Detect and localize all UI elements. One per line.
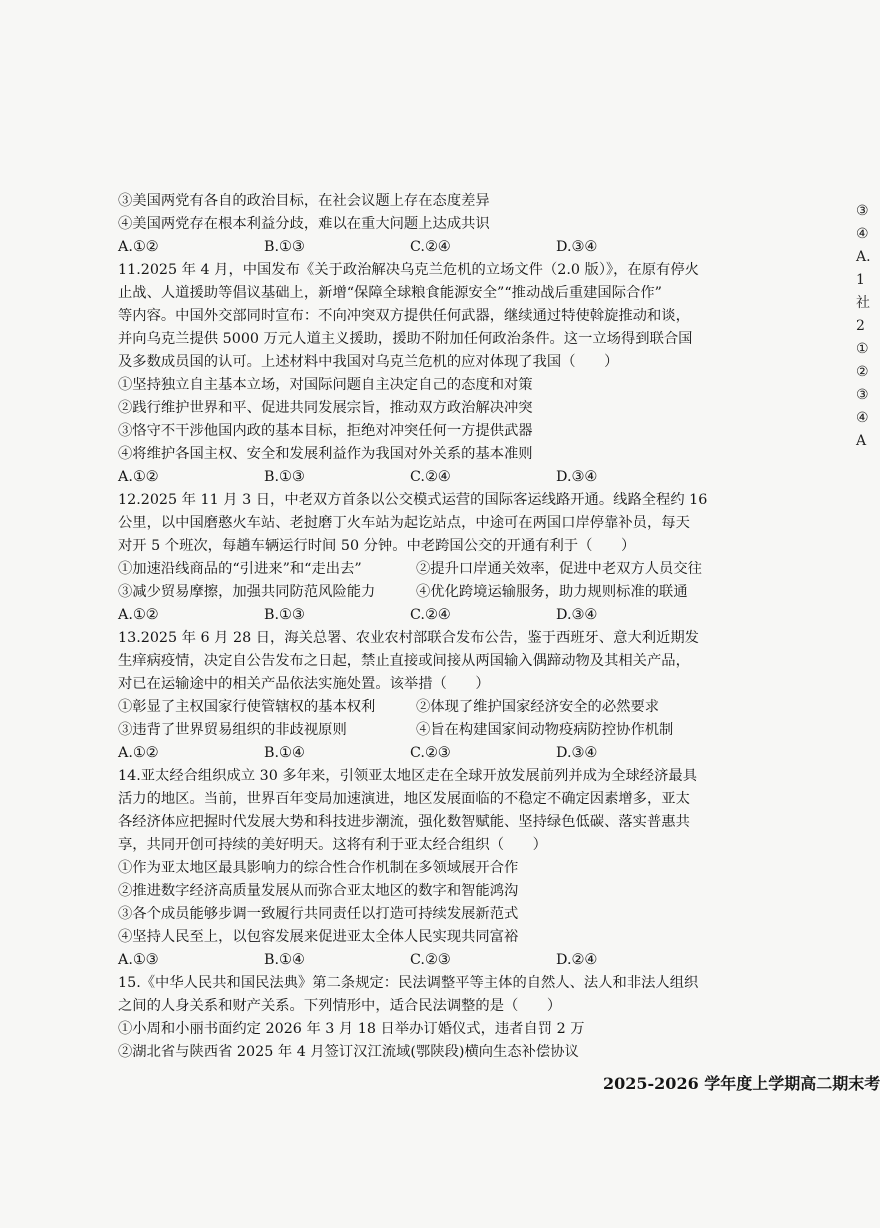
- q12-option-a: A.①②: [118, 607, 159, 623]
- q12-statements-row-2: [118, 581, 738, 604]
- q11-option-c: C.②④: [410, 469, 451, 485]
- q15-statement-1: ①小周和小丽书面约定 2026 年 3 月 18 日举办订婚仪式，违者自罚 2 万: [118, 1021, 585, 1037]
- exam-footer-title: 2025-2026 学年度上学期高二期末考: [603, 1074, 880, 1093]
- q13-option-b: B.①④: [264, 745, 305, 761]
- q13-statements-row-1: [118, 696, 738, 719]
- margin-fragment: ①: [856, 341, 869, 357]
- q12-stem-line: 对开 5 个班次，每趟车辆运行时间 50 分钟。中老跨国公交的开通有利于（ ）: [118, 538, 636, 554]
- adjacent-page-margin: [856, 200, 871, 500]
- q13-statement-2: ②体现了维护国家经济安全的必然要求: [416, 699, 660, 715]
- q15-stem-line: 15.《中华人民共和国民法典》第二条规定：民法调整平等主体的自然人、法人和非法人组织: [118, 975, 699, 991]
- q14-statement-4: ④坚持人民至上，以包容发展来促进亚太全体人民实现共同富裕: [118, 929, 519, 945]
- q10-option-a: A.①②: [118, 239, 159, 255]
- q12-statements-row-1: [118, 558, 738, 581]
- q12-stem-line: 12.2025 年 11 月 3 日，中老双方首条以公交模式运营的国际客运线路开通。线路全程约 16: [118, 492, 708, 508]
- q11-stem-line: 等内容。中国外交部同时宣布：不向冲突双方提供任何武器，继续通过特使斡旋推动和谈，: [118, 308, 690, 324]
- margin-fragment: ④: [856, 226, 869, 242]
- q12-options: [118, 604, 738, 627]
- question-column: [118, 190, 738, 1064]
- q14-statement-1: ①作为亚太地区最具影响力的综合性合作机制在多领域展开合作: [118, 860, 519, 876]
- q12-option-d: D.③④: [556, 607, 598, 623]
- q11-statement-1: ①坚持独立自主基本立场，对国际问题自主决定自己的态度和对策: [118, 377, 533, 393]
- q11-option-d: D.③④: [556, 469, 598, 485]
- q14-option-b: B.①④: [264, 952, 305, 968]
- q12-option-c: C.②④: [410, 607, 451, 623]
- q13-stem-line: 生痒病疫情，决定自公告发布之日起，禁止直接或间接从两国输入偶蹄动物及其相关产品，: [118, 653, 690, 669]
- margin-fragment: A: [856, 433, 867, 449]
- q13-stem-line: 对已在运输途中的相关产品依法实施处置。该举措（ ）: [118, 676, 490, 692]
- q11-stem-line: 止战、人道援助等倡议基础上，新增“保障全球粮食能源安全”“推动战后重建国际合作”: [118, 285, 662, 301]
- q14-stem-line: 享，共同开创可持续的美好明天。这将有利于亚太经合组织（ ）: [118, 837, 547, 853]
- q12-stem-line: 公里，以中国磨憨火车站、老挝磨丁火车站为起讫站点，中途可在两国口岸停靠补员，每天: [118, 515, 690, 531]
- q13-stem-line: 13.2025 年 6 月 28 日，海关总署、农业农村部联合发布公告，鉴于西班牙、意大利近期发: [118, 630, 699, 646]
- q13-statements-row-2: [118, 719, 738, 742]
- q11-statement-2: ②践行维护世界和平、促进共同发展宗旨，推动双方政治解决冲突: [118, 400, 533, 416]
- q13-option-d: D.③④: [556, 745, 598, 761]
- q15-statement-2: ②湖北省与陕西省 2025 年 4 月签订汉江流域(鄂陕段)横向生态补偿协议: [118, 1044, 579, 1060]
- margin-fragment: ②: [856, 364, 869, 380]
- q10-statement-3: ③美国两党有各自的政治目标，在社会议题上存在态度差异: [118, 193, 490, 209]
- q12-statement-1: ①加速沿线商品的“引进来”和“走出去”: [118, 561, 362, 577]
- q10-options: [118, 236, 738, 259]
- q14-statement-2: ②推进数字经济高质量发展从而弥合亚太地区的数字和智能鸿沟: [118, 883, 519, 899]
- q14-option-c: C.②③: [410, 952, 451, 968]
- q11-statement-3: ③恪守不干涉他国内政的基本目标，拒绝对冲突任何一方提供武器: [118, 423, 533, 439]
- q13-option-c: C.②③: [410, 745, 451, 761]
- q11-statement-4: ④将维护各国主权、安全和发展利益作为我国对外关系的基本准则: [118, 446, 533, 462]
- q14-stem-line: 14.亚太经合组织成立 30 多年来，引领亚太地区走在全球开放发展前列并成为全球经济最具: [118, 768, 697, 784]
- q15-stem-line: 之间的人身关系和财产关系。下列情形中，适合民法调整的是（ ）: [118, 998, 562, 1014]
- q13-statement-3: ③违背了世界贸易组织的非歧视原则: [118, 722, 347, 738]
- q14-stem-line: 各经济体应把握时代发展大势和科技进步潮流，强化数智赋能、坚持绿色低碳、落实普惠共: [118, 814, 690, 830]
- q13-statement-4: ④旨在构建国家间动物疫病防控协作机制: [416, 722, 674, 738]
- q12-statement-2: ②提升口岸通关效率，促进中老双方人员交往: [416, 561, 702, 577]
- margin-fragment: 2: [856, 318, 865, 334]
- margin-fragment: ③: [856, 203, 869, 219]
- q13-option-a: A.①②: [118, 745, 159, 761]
- margin-fragment: 1: [856, 272, 865, 288]
- margin-fragment: ③: [856, 387, 869, 403]
- q14-stem-line: 活力的地区。当前，世界百年变局加速演进，地区发展面临的不稳定不确定因素增多，亚太: [118, 791, 690, 807]
- q11-options: [118, 466, 738, 489]
- q12-option-b: B.①③: [264, 607, 305, 623]
- q14-option-d: D.②④: [556, 952, 598, 968]
- q13-statement-1: ①彰显了主权国家行使管辖权的基本权利: [118, 699, 376, 715]
- margin-fragment: 社: [856, 295, 870, 311]
- q10-option-c: C.②④: [410, 239, 451, 255]
- margin-fragment: ④: [856, 410, 869, 426]
- q13-options: [118, 742, 738, 765]
- q12-statement-3: ③减少贸易摩擦，加强共同防范风险能力: [118, 584, 376, 600]
- q10-option-b: B.①③: [264, 239, 305, 255]
- q10-option-d: D.③④: [556, 239, 598, 255]
- q12-statement-4: ④优化跨境运输服务，助力规则标准的联通: [416, 584, 688, 600]
- margin-fragment: A.: [856, 249, 871, 265]
- q14-options: [118, 949, 738, 972]
- q14-option-a: A.①③: [118, 952, 159, 968]
- q11-stem-line: 11.2025 年 4 月，中国发布《关于政治解决乌克兰危机的立场文件（2.0 版）》，在原有停火: [118, 262, 699, 278]
- q11-stem-line: 及多数成员国的认可。上述材料中我国对乌克兰危机的应对体现了我国（ ）: [118, 354, 619, 370]
- q11-option-a: A.①②: [118, 469, 159, 485]
- q11-option-b: B.①③: [264, 469, 305, 485]
- q14-statement-3: ③各个成员能够步调一致履行共同责任以打造可持续发展新范式: [118, 906, 519, 922]
- q10-statement-4: ④美国两党存在根本利益分歧，难以在重大问题上达成共识: [118, 216, 490, 232]
- q11-stem-line: 并向乌克兰提供 5000 万元人道主义援助，援助不附加任何政治条件。这一立场得到联合国: [118, 331, 693, 347]
